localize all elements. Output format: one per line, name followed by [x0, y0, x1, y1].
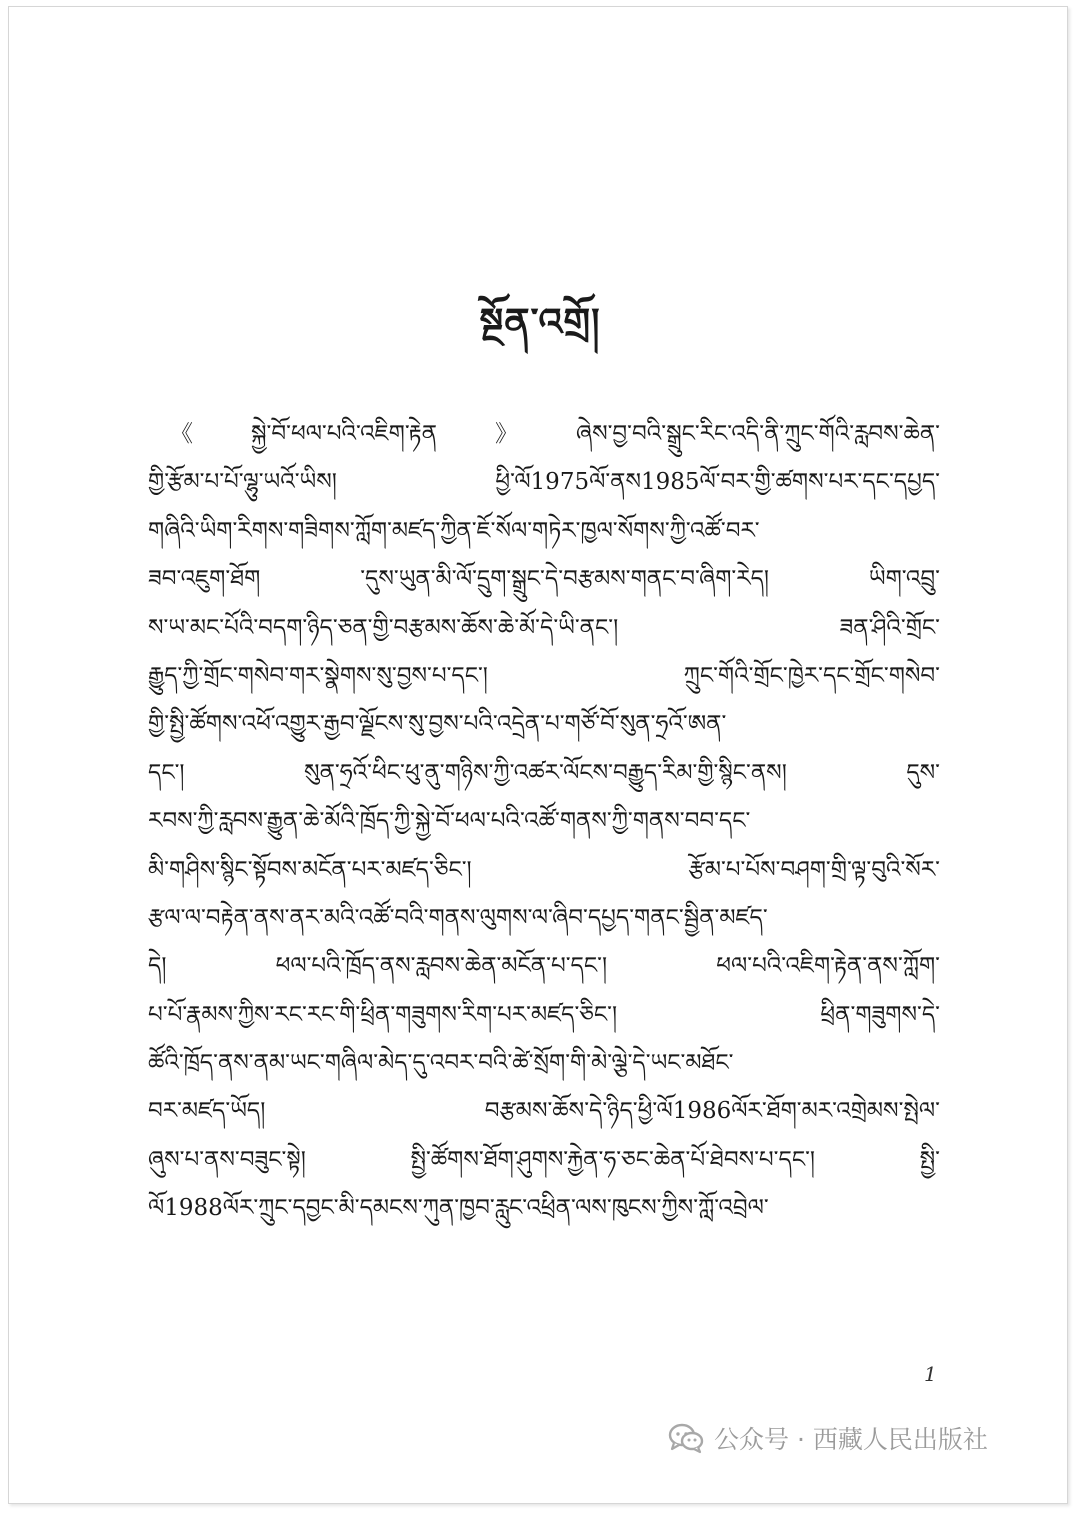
text-line: ས་ཡ་མང་པོའི་བདག་ཉིད་ཅན་གྱི་བརྩམས་ཆོས་ཆེ་མོ་དེ་ཡི་ནང་། ཟན་ཤིའི་གྲོང་ — [148, 614, 940, 641]
text-line: པ་པོ་རྣམས་ཀྱིས་རང་རང་གི་ཕྲིན་གཟུགས་རིག་པར་མཛད་ཅིང་། ཕྲིན་གཟུགས་དེ་ — [148, 1001, 940, 1028]
text-line: ལོ1988ལོར་ཀྲུང་དབྱང་མི་དམངས་ཀུན་ཁྱབ་རླུང་འཕྲིན་ལས་ཁུངས་ཀྱིས་ཀློ་འབྲེལ་ — [148, 1195, 769, 1222]
wechat-watermark — [668, 1420, 988, 1456]
text-line: ཟབ་འཇུག་ཐོག ་དུས་ཡུན་མི་ལོ་དྲུག་སྒྲུང་དེ་བརྩམས་གནང་བ་ཞིག་རེད། ཡིག་འབྲུ་ — [148, 566, 940, 593]
page-number: 1 — [924, 1362, 937, 1386]
wechat-icon — [668, 1422, 704, 1454]
text-line: མི་གཤིས་སྙིང་སྟོབས་མངོན་པར་མཛད་ཅིང་། རྩོམ་པ་པོས་བཤག་གྲི་ལྟ་བུའི་སོར་ — [148, 856, 940, 883]
body-text — [148, 410, 940, 1233]
text-line: ཚོའི་ཁྲོད་ནས་ནམ་ཡང་གཞིལ་མེད་དུ་འབར་བའི་ཚེ་སྲོག་གི་མེ་ལྕེ་དེ་ཡང་མཐོང་ — [148, 1050, 734, 1077]
text-line: དེ། ཕལ་པའི་ཁྲོད་ནས་རླབས་ཆེན་མངོན་པ་དང་། ཕལ་པའི་འཇིག་རྟེན་ནས་ཀློག་ — [148, 953, 940, 980]
text-line: གྱི་སྤྱི་ཚོགས་འཕོ་འགྱུར་རྒྱབ་ལྗོངས་སུ་བྱས་པའི་འདྲེན་པ་གཙོ་བོ་སུན་ཧྲའོ་ཨན་ — [148, 711, 727, 738]
text-line: རབས་ཀྱི་རླབས་རྒྱུན་ཆེ་མོའི་ཁྲོད་ཀྱི་སྐྱེ་བོ་ཕལ་པའི་འཚོ་གནས་ཀྱི་གནས་བབ་དང་ — [148, 808, 751, 835]
text-line: དང་། སུན་ཧྲའོ་ཕིང་ཕུ་ནུ་གཉིས་ཀྱི་འཚར་ལོངས་བརྒྱུད་རིམ་གྱི་སྙིང་ནས། དུས་ — [148, 759, 940, 786]
text-line: བར་མཛད་ཡོད། བརྩམས་ཆོས་དེ་ཉིད་ཕྱི་ལོ1986ལོར་ཐོག་མར་འགྲེམས་སྤེལ་ — [148, 1098, 940, 1125]
text-line: གྱི་རྩོམ་པ་པོ་ལྷུ་ཡའོ་ཡིས། ཕྱི་ལོ1975ལོ་ནས1985ལོ་བར་གྱི་ཚགས་པར་དང་དཔྱད་ — [148, 469, 940, 496]
page-title: སྔོན་འགྲོ། — [479, 299, 601, 344]
text-line: རྩལ་ལ་བརྟེན་ནས་ནར་མའི་འཚོ་བའི་གནས་ལུགས་ལ་ཞིབ་དཔྱད་གནང་སྦྱིན་མཛད་ — [148, 904, 768, 931]
text-line: 《སྐྱེ་བོ་ཕལ་པའི་འཇིག་རྟེན》ཞེས་བྱ་བའི་སྒྲུང་རིང་འདི་ནི་ཀྲུང་གོའི་རླབས་ཆེན་ — [170, 421, 940, 447]
text-line: གཞིའི་ཡིག་རིགས་གཟིགས་ཀློག་མཛད་ཀྱིན་ཇོ་སོལ་གཏེར་ཁྱལ་སོགས་ཀྱི་འཚོ་བར་ — [148, 517, 760, 544]
watermark-text: 公众号 · 西藏人民出版社 — [714, 1425, 988, 1454]
text-line: ཞུས་པ་ནས་བཟུང་སྟེ། སྤྱི་ཚོགས་ཐོག་ཤུགས་རྐྱེན་ཧ་ཅང་ཆེན་པོ་ཐེབས་པ་དང་། སྤྱི་ — [148, 1146, 940, 1173]
text-line: རྒྱུད་ཀྱི་གྲོང་གསེབ་གར་སྣེགས་སུ་བྱས་པ་དང་། ཀྲུང་གོའི་གྲོང་ཁྱེར་དང་གྲོང་གསེབ་ — [148, 662, 940, 689]
